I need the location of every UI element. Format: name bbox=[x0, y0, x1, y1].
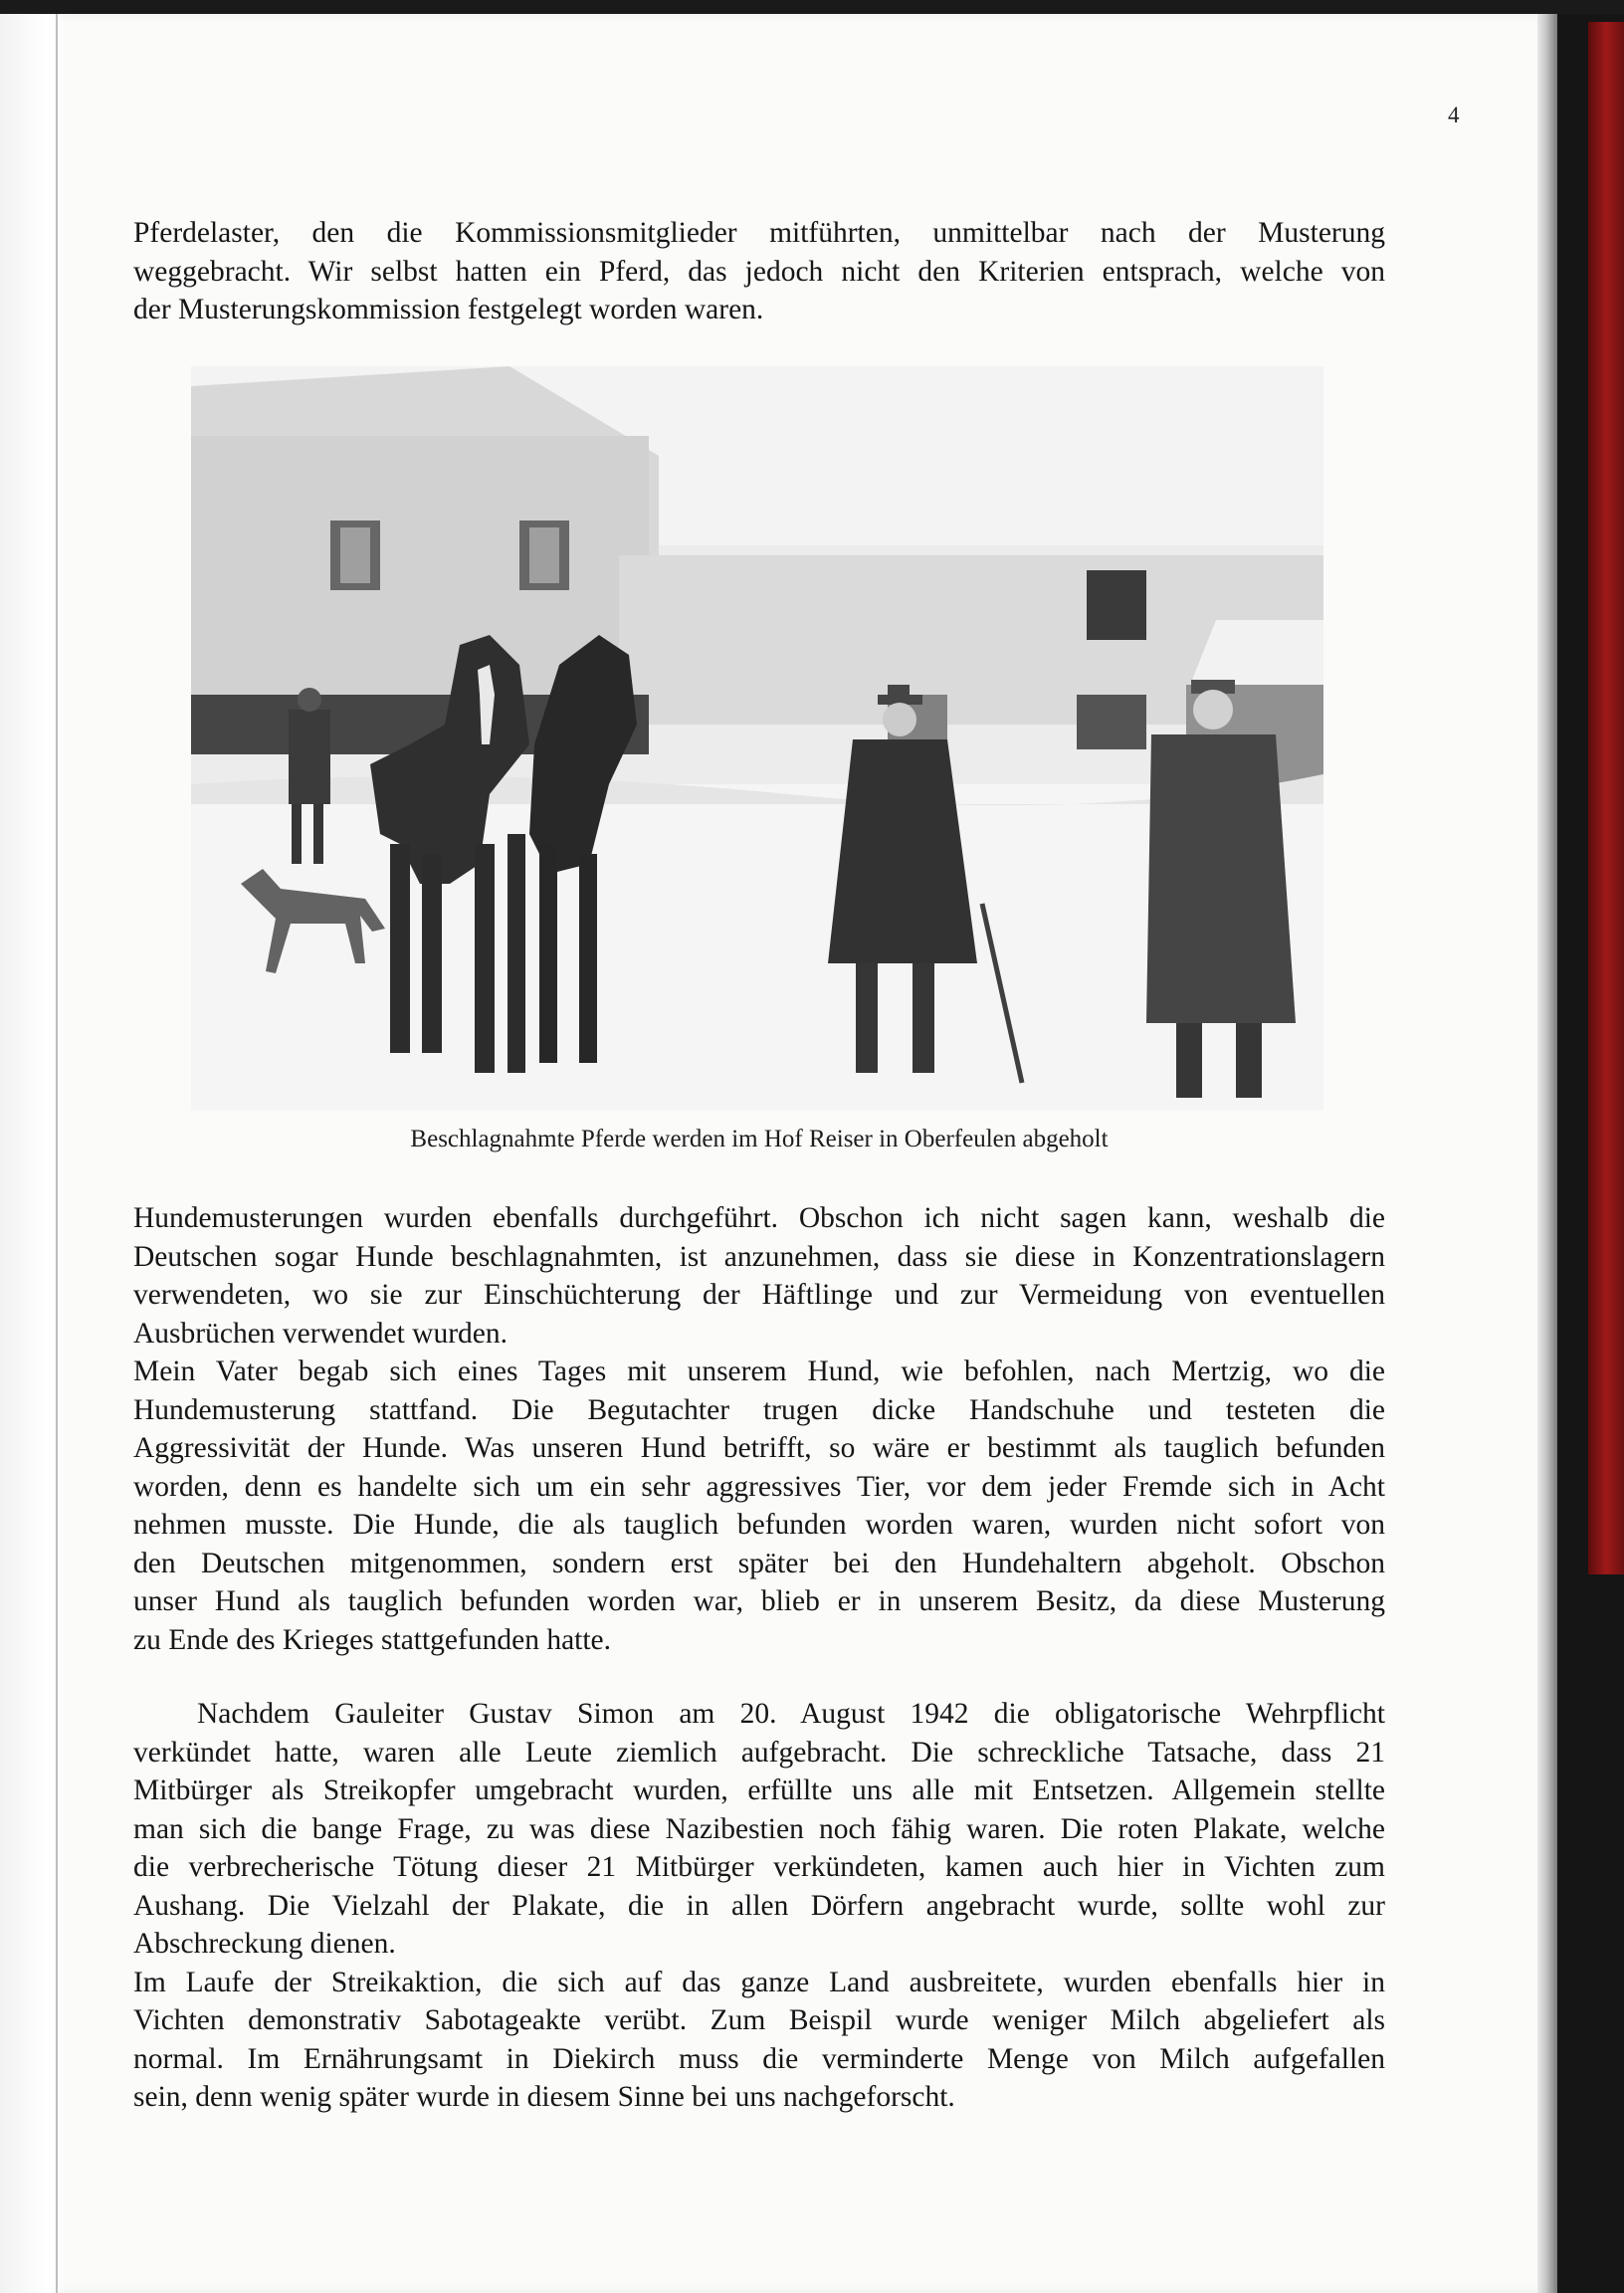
text-line: Mitbürger als Streikopfer umgebracht wurden, erfüllte uns alle mit Entsetzen. Allgemein stellte bbox=[133, 1774, 1385, 1806]
photo-caption: Beschlagnahmte Pferde werden im Hof Reiser in Oberfeulen abgeholt bbox=[410, 1126, 1109, 1152]
text-line: Aushang. Die Vielzahl der Plakate, die in allen Dörfern angebracht wurde, sollte wohl zur bbox=[133, 1889, 1385, 1922]
text-line: sein, denn wenig später wurde in diesem Sinne bei uns nachgeforscht. bbox=[133, 2081, 955, 2113]
text-line: man sich die bange Frage, zu was diese Nazibestien noch fähig waren. Die roten Plakate, welche bbox=[133, 1812, 1385, 1845]
text-line: Aggressivität der Hunde. Was unseren Hund betrifft, so wäre er bestimmt als tauglich befunden bbox=[133, 1432, 1385, 1464]
text-line: Deutschen sogar Hunde beschlagnahmten, ist anzunehmen, dass sie diese in Konzentrationslagern bbox=[133, 1240, 1385, 1273]
text-line: Hundemusterungen wurden ebenfalls durchgeführt. Obschon ich nicht sagen kann, weshalb die bbox=[133, 1202, 1385, 1234]
text-line: Vichten demonstrativ Sabotageakte verübt. Zum Beispil wurde weniger Milch abgeliefert als bbox=[133, 2004, 1385, 2036]
page-right-edge bbox=[1537, 14, 1557, 2293]
text-line: unser Hund als tauglich befunden worden war, blieb er in unserem Besitz, da diese Musterung bbox=[133, 1585, 1385, 1617]
text-line: Pferdelaster, den die Kommissionsmitglieder mitführten, unmittelbar nach der Musterung bbox=[133, 217, 1385, 249]
text-line: verwendeten, wo sie zur Einschüchterung der Häftlinge und zur Vermeidung von eventuellen bbox=[133, 1279, 1385, 1311]
text-line: nehmen musste. Die Hunde, die als tauglich befunden worden waren, wurden nicht sofort von bbox=[133, 1509, 1385, 1541]
text-line: Im Laufe der Streikaktion, die sich auf das ganze Land ausbreitete, wurden ebenfalls hier in bbox=[133, 1966, 1385, 1998]
text-line: Ausbrüchen verwendet wurden. bbox=[133, 1317, 508, 1350]
historical-photo bbox=[191, 366, 1323, 1111]
text-line: weggebracht. Wir selbst hatten ein Pferd, das jedoch nicht den Kriterien entsprach, welche von bbox=[133, 255, 1385, 288]
text-line: Hundemusterung stattfand. Die Begutachter trugen dicke Handschuhe und testeten die bbox=[133, 1393, 1385, 1426]
page-number: 4 bbox=[1448, 103, 1460, 127]
text-line: der Musterungskommission festgelegt worden waren. bbox=[133, 294, 764, 325]
page-left-edge bbox=[0, 14, 68, 2293]
text-line: die verbrecherische Tötung dieser 21 Mitbürger verkündeten, kamen auch hier in Vichten zum bbox=[133, 1851, 1385, 1883]
text-line: den Deutschen mitgenommen, sondern erst später bei den Hundehaltern abgeholt. Obschon bbox=[133, 1547, 1385, 1579]
book-cover-edge bbox=[1588, 22, 1624, 1574]
text-line: normal. Im Ernährungsamt in Diekirch muss die verminderte Menge von Milch aufgefallen bbox=[133, 2042, 1385, 2075]
text-line: Abschreckung dienen. bbox=[133, 1928, 396, 1960]
text-line: verkündet hatte, waren alle Leute ziemlich aufgebracht. Die schreckliche Tatsache, dass 21 bbox=[133, 1736, 1385, 1769]
photo-horses-in-farmyard bbox=[191, 366, 1323, 1111]
intro-paragraph bbox=[133, 214, 1385, 329]
text-line: worden, denn es handelte sich um ein sehr aggressives Tier, vor dem jeder Fremde sich in Acht bbox=[133, 1470, 1385, 1503]
dog-muster-paragraph bbox=[133, 1199, 1385, 1659]
strike-paragraph bbox=[133, 1695, 1385, 2117]
text-line: Mein Vater begab sich eines Tages mit unserem Hund, wie befohlen, nach Mertzig, wo die bbox=[133, 1355, 1385, 1387]
text-line: Nachdem Gauleiter Gustav Simon am 20. August 1942 die obligatorische Wehrpflicht bbox=[197, 1698, 1385, 1730]
text-line: zu Ende des Krieges stattgefunden hatte. bbox=[133, 1623, 612, 1656]
